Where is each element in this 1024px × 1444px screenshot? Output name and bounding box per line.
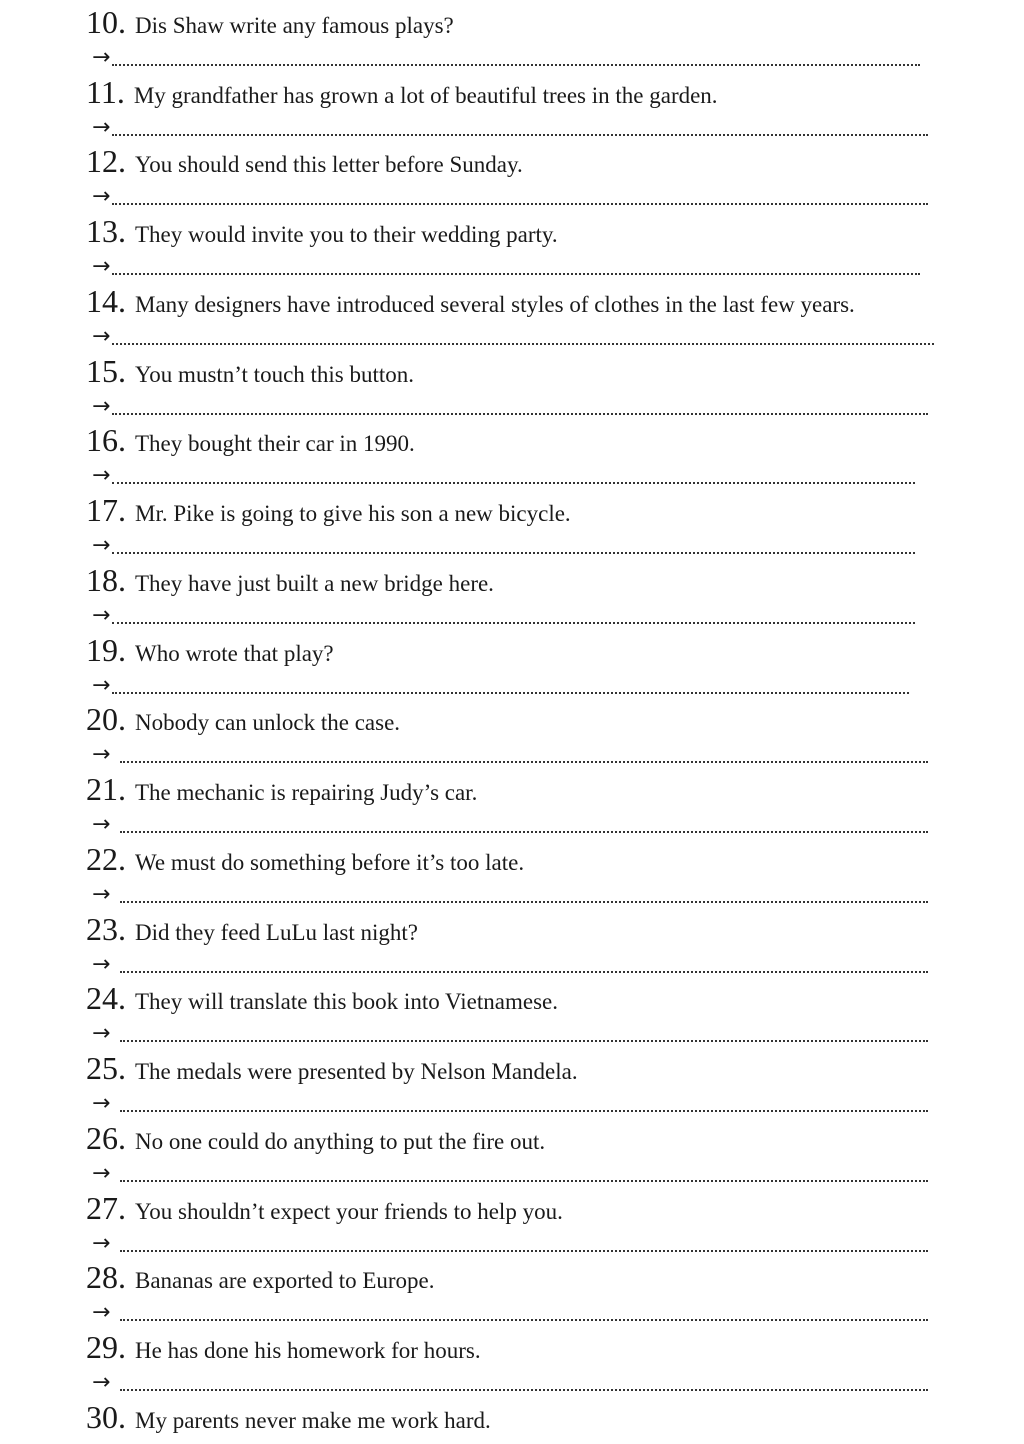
question-number: 24. — [86, 980, 126, 1016]
arrow-icon: → — [92, 394, 111, 419]
question-number: 22. — [86, 841, 126, 877]
question-line — [86, 72, 718, 112]
question-text: My grandfather has grown a lot of beautiful trees in the garden. — [133, 83, 718, 108]
arrow-icon: → — [92, 1231, 111, 1256]
question-line — [86, 211, 558, 251]
question-text: They bought their car in 1990. — [135, 431, 415, 456]
question-text: We must do something before it’s too late. — [135, 850, 525, 875]
dotted-answer-blank[interactable] — [120, 1230, 928, 1252]
question-number: 16. — [86, 422, 126, 458]
dotted-answer-blank[interactable] — [112, 44, 920, 66]
dotted-answer-blank[interactable] — [120, 1160, 928, 1182]
question-text: Who wrote that play? — [135, 641, 334, 666]
question-text: The mechanic is repairing Judy’s car. — [135, 780, 478, 805]
question-number: 27. — [86, 1190, 126, 1226]
answer-line[interactable] — [92, 1156, 928, 1186]
question-text: No one could do anything to put the fire out. — [135, 1129, 546, 1154]
dotted-answer-blank[interactable] — [120, 881, 928, 903]
dotted-answer-blank[interactable] — [112, 183, 928, 205]
question-number: 17. — [86, 492, 126, 528]
question-line — [86, 699, 400, 739]
arrow-icon: → — [92, 1091, 111, 1116]
arrow-icon: → — [92, 184, 111, 209]
question-line — [86, 141, 523, 181]
answer-line[interactable] — [92, 807, 928, 837]
question-text: They will translate this book into Vietnamese. — [135, 989, 558, 1014]
answer-line[interactable] — [92, 40, 920, 70]
question-text: He has done his homework for hours. — [135, 1338, 481, 1363]
question-line — [86, 351, 414, 391]
dotted-answer-blank[interactable] — [120, 951, 928, 973]
arrow-icon: → — [92, 463, 111, 488]
question-line — [86, 1118, 545, 1158]
answer-line[interactable] — [92, 737, 928, 767]
question-number: 25. — [86, 1050, 126, 1086]
question-number: 15. — [86, 353, 126, 389]
dotted-answer-blank[interactable] — [112, 393, 928, 415]
dotted-answer-blank[interactable] — [120, 1020, 928, 1042]
dotted-answer-blank[interactable] — [112, 462, 915, 484]
dotted-answer-blank[interactable] — [120, 1369, 928, 1391]
question-line — [86, 2, 454, 42]
arrow-icon: → — [92, 324, 111, 349]
answer-line[interactable] — [92, 947, 928, 977]
answer-line[interactable] — [92, 319, 934, 349]
answer-line[interactable] — [92, 389, 928, 419]
question-line — [86, 420, 415, 460]
question-number: 28. — [86, 1259, 126, 1295]
dotted-answer-blank[interactable] — [120, 1090, 928, 1112]
answer-line[interactable] — [92, 528, 915, 558]
arrow-icon: → — [92, 1370, 111, 1395]
arrow-icon: → — [92, 673, 111, 698]
question-text: You shouldn’t expect your friends to help you. — [135, 1199, 563, 1224]
arrow-icon: → — [92, 603, 111, 628]
question-number: 21. — [86, 771, 126, 807]
question-line — [86, 769, 477, 809]
arrow-icon: → — [92, 45, 111, 70]
arrow-icon: → — [92, 742, 111, 767]
question-text: Many designers have introduced several styles of clothes in the last few years. — [135, 292, 855, 317]
question-text: Dis Shaw write any famous plays? — [135, 13, 454, 38]
dotted-answer-blank[interactable] — [112, 532, 915, 554]
question-text: You mustn’t touch this button. — [135, 362, 415, 387]
answer-line[interactable] — [92, 1226, 928, 1256]
answer-line[interactable] — [92, 1016, 928, 1046]
question-text: My parents never make me work hard. — [135, 1408, 491, 1433]
question-text: Nobody can unlock the case. — [135, 710, 401, 735]
arrow-icon: → — [92, 812, 111, 837]
question-number: 29. — [86, 1329, 126, 1365]
question-line — [86, 490, 571, 530]
answer-line[interactable] — [92, 1295, 928, 1325]
question-number: 20. — [86, 701, 126, 737]
question-line — [86, 1257, 435, 1297]
answer-line[interactable] — [92, 110, 928, 140]
question-line — [86, 1188, 563, 1228]
question-number: 19. — [86, 632, 126, 668]
arrow-icon: → — [92, 115, 111, 140]
dotted-answer-blank[interactable] — [120, 1299, 928, 1321]
arrow-icon: → — [92, 533, 111, 558]
answer-line[interactable] — [92, 179, 928, 209]
question-number: 11. — [86, 74, 125, 110]
question-number: 30. — [86, 1399, 126, 1435]
answer-line[interactable] — [92, 877, 928, 907]
arrow-icon: → — [92, 882, 111, 907]
question-line — [86, 1327, 481, 1367]
answer-line[interactable] — [92, 458, 915, 488]
question-text: Did they feed LuLu last night? — [135, 920, 418, 945]
question-line — [86, 978, 558, 1018]
question-number: 12. — [86, 143, 126, 179]
answer-line[interactable] — [92, 249, 920, 279]
answer-line[interactable] — [92, 1086, 928, 1116]
question-number: 14. — [86, 283, 126, 319]
question-line — [86, 281, 855, 321]
answer-line[interactable] — [92, 1365, 928, 1395]
question-line — [86, 560, 494, 600]
question-line — [86, 630, 334, 670]
dotted-answer-blank[interactable] — [112, 602, 915, 624]
dotted-answer-blank[interactable] — [112, 672, 909, 694]
question-line — [86, 839, 524, 879]
dotted-answer-blank[interactable] — [120, 741, 928, 763]
question-line — [86, 1397, 491, 1437]
arrow-icon: → — [92, 1300, 111, 1325]
arrow-icon: → — [92, 1161, 111, 1186]
dotted-answer-blank[interactable] — [112, 253, 920, 275]
question-text: They would invite you to their wedding party. — [135, 222, 558, 247]
question-number: 10. — [86, 4, 126, 40]
question-number: 13. — [86, 213, 126, 249]
question-line — [86, 1048, 578, 1088]
dotted-answer-blank[interactable] — [112, 114, 928, 136]
question-text: They have just built a new bridge here. — [135, 571, 494, 596]
arrow-icon: → — [92, 952, 111, 977]
question-text: The medals were presented by Nelson Mandela. — [135, 1059, 578, 1084]
arrow-icon: → — [92, 254, 111, 279]
question-line — [86, 909, 418, 949]
dotted-answer-blank[interactable] — [112, 323, 934, 345]
question-text: Bananas are exported to Europe. — [135, 1268, 435, 1293]
dotted-answer-blank[interactable] — [120, 811, 928, 833]
answer-line[interactable] — [92, 668, 909, 698]
question-text: You should send this letter before Sunday. — [135, 152, 523, 177]
answer-line[interactable] — [92, 598, 915, 628]
question-number: 26. — [86, 1120, 126, 1156]
question-number: 23. — [86, 911, 126, 947]
question-text: Mr. Pike is going to give his son a new bicycle. — [135, 501, 571, 526]
arrow-icon: → — [92, 1021, 111, 1046]
question-number: 18. — [86, 562, 126, 598]
